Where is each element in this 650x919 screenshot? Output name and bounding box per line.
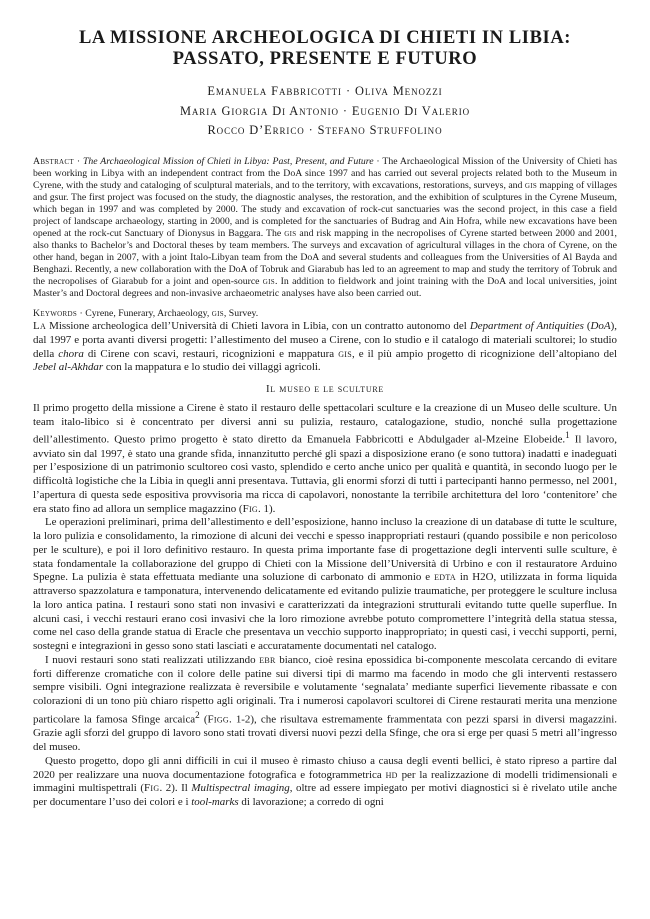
figure-ref[interactable]: Fig: [144, 782, 160, 795]
paragraph-1: [33, 402, 617, 517]
abbr-gis: gis: [524, 179, 538, 191]
author-list: [33, 82, 617, 141]
abstract-label: Abstract: [33, 155, 74, 167]
text-run: di Cirene con scavi, restauri, ricognizioni e mappatura: [83, 347, 339, 360]
abbr-hd: hd: [385, 768, 398, 781]
text-run: con la mappatura e lo studio dei villaggi agricoli.: [103, 361, 321, 374]
text-run: (: [583, 320, 591, 333]
abbr-gis: gis: [284, 227, 297, 239]
intro-paragraph: [33, 320, 617, 375]
footnote-ref[interactable]: 2: [195, 709, 200, 720]
paragraph-3: [33, 654, 617, 755]
abstract-text: . In addition to fieldwork and joint training with the DoA and local universities, joint Master’s and Doctoral degrees and non-invasive archaeometric analyses have also been carried out.: [33, 275, 617, 300]
keywords-text: Cyrene, Funerary, Archaeology,: [85, 308, 212, 320]
text-run: Le operazioni preliminari, prima dell’allestimento e dell’esposizione, hanno incluso la creazione di un database di tutte le sculture, la loro pulizia e consolidamento, la rimozione di alcuni dei vecchi e spesso inappropriati restauri (quando possibile e non pericoloso per le sculture), e poi il loro definitivo restauro. In questa prima importante fase di progettazione degli interventi sulle sculture, è stata fondamentale la collaborazione del gruppo di Chieti con la Missione dell’Università di Urbino e con il restauratore Arduino Spegne. La pulizia è stata effettuata mediante una soluzione di carbonato di ammonio e: [33, 516, 617, 584]
abstract-title: The Archaeological Mission of Chieti in Libya: Past, Present, and Future: [82, 155, 374, 167]
paper-page: [33, 28, 617, 810]
text-run: Department of Antiquities: [469, 320, 584, 333]
text-run: , e il più ampio progetto di ricognizione dell’altopiano del: [351, 347, 617, 360]
keywords: Keywords · Cyrene, Funerary, Archaeology, gis, Survey.: [33, 308, 259, 320]
text-run: I nuovi restauri sono stati realizzati utilizzando: [45, 653, 260, 666]
paper-title: [33, 28, 617, 70]
abbr-gis: gis: [211, 308, 224, 320]
text-run: per la realizzazione di modelli tridimensionali e immagini multispettrali (: [33, 768, 618, 795]
figure-ref[interactable]: Figg: [207, 713, 229, 726]
paragraph-2: [33, 516, 617, 654]
text-run: . 2). Il: [159, 782, 192, 795]
author-line: Emanuela Fabbricotti · Oliva Menozzi: [207, 84, 443, 98]
abbr-edta: edta: [434, 571, 456, 584]
abstract-text: The Archaeological Mission of the University of Chieti has been working in Libya with an independent contract from the DoA since 1997 and has carried out several projects related both to the Museum in Cyrene, with the study and cataloging of sculptural materials, and to the territory, with excavations, restorations, surveys, and: [33, 155, 618, 191]
abstract-text: mapping of villages and gsur. The first project was focused on the study, the diagnostic analyses, the restoration, and the exhibition of sculptures in the Cyrene Museum, which began in 1997 and was completed by 2000. The study and excavation of rock-cut sanctuaries was the second project, in this case a field project of landscape archaeology, starting in 2000, and is completed for the sanctuaries of Budrag and Ain Hofra, while new excavations have been opened at the rock-cut Sanctuary of Dionysus in Baggara. The: [33, 179, 617, 239]
author-line: Rocco D’Errico · Stefano Struffolino: [207, 123, 443, 137]
text-run: . 1).: [258, 502, 276, 515]
text-run: Il lavoro, avviato sin dal 1997, è stato una grande sfida, innanzitutto perché gli spazi a disposizione erano (e sono tuttora) inadatti e inadeguati per l’esposizione di un patrimonio scultoreo così vasto, splendido e certo anche unico per qualità e quantità, in secondo luogo per le difficoltà logistiche che la Libia in quegli anni presentava. Tuttavia, gli enormi sforzi di tutti i partecipanti hanno permesso, nel 2001, l’apertura di questa sede espositiva provvisoria ma ricca di capolavori, nonostante la terribile architettura del loro ‘contenitore’ che era stato fino ad allora un semplice magazzino (: [33, 433, 618, 515]
keywords-label: Keywords: [33, 308, 78, 320]
abstract: Abstract · The Archaeological Mission of Chieti in Libya: Past, Present, and Future · The Archaeological Mission of the University of Chieti has been working in Libya with an independent contract from the DoA since 1997 and has carried out several projects related both to the Museum in Cyrene, with the study and cataloging of sculptural materials, and to the territory, with excavations, restorations, surveys, and gis mapping of villages and gsur. The first project was focused on the study, the diagnostic analyses, the restoration, and the exhibition of sculptures in the Cyrene Museum, which began in 1997 and was completed by 2000. The study and excavation of rock-cut sanctuaries was the second project, in this case a field project of landscape archaeology, starting in 2000, and is completed for the sanctuaries of Budrag and Ain Hofra, while new excavations have been opened at the rock-cut Sanctuary of Dionysus in Baggara. The gis and risk mapping in the necropolises of Cyrene started between 2000 and 2001, also thanks to Bachelor’s and Doctoral theses by team members. The surveys and excavation of agricultural villages in the chora of Cyrene, on the other hand, began in 2007, with a joint Italo-Libyan team from the DoA and several students and colleagues from the Universities of Al Bayda and Benghazi. Recently, a new collaboration with the DoA of Tobruk and Giarabub has led to an agreement to map and study the territory of Tobruk and the necropolises of Giarabub for a joint and open-source gis. In addition to fieldwork and joint training with the DoA and local universities, joint Master’s and Doctoral degrees and non-invasive archaeometric analyses have also been carried out.: [33, 155, 618, 300]
body-text: [33, 320, 617, 810]
abbr-gis: gis: [262, 275, 275, 287]
text-run: chora: [58, 347, 84, 360]
figure-ref[interactable]: Fig: [242, 502, 258, 515]
abbr-ebr: ebr: [259, 653, 276, 666]
text-run: . 1-2), che risultava estremamente frammentata con pezzi sparsi in diversi magazzini. Grazie agli sforzi del gruppo di lavoro sono stati trovati diversi nuovi pezzi della Sfinge, che ora si erge per quasi 5 metri all’ingresso del museo.: [33, 713, 617, 754]
text-run: Jebel al-Akhdar: [33, 361, 104, 374]
text-run: Il primo progetto della missione a Cirene è stato il restauro delle spettacolari sculture e la creazione di un Museo delle sculture. Un team italo-libico si è concentrato per diversi anni su pulizia, restauro, catalogazione, studio, nonché sulla progettazione dell’allestimento. Questo primo progetto è stato diretto da Emanuela Fabbricotti e Abdulgader al-Mzeine Elobeide.: [33, 401, 617, 446]
footnote-ref[interactable]: 1: [565, 430, 570, 441]
title-line-1: LA MISSIONE ARCHEOLOGICA DI CHIETI IN LIBIA:: [78, 28, 572, 48]
text-run: in H2O, utilizzata in forma liquida attraverso spazzolatura e tamponatura, intervenendo delicatamente ed evitando pulizie traumatiche, per proteggere le sculture inclusa la loro antica patina. I restauri sono stati non invasivi e caratterizzati da integrazioni strutturali evitando tutte quelle superflue. In alcuni casi, i vecchi restauri erano così invasivi che la loro rimozione avrebbe potuto compromettere l’integrità della statua stessa, come nel caso della grande statua di Eracle che presentava un vecchio supporto inappropriato; in questi casi, i vecchi supporti, perni, sostegni e integrazioni in gesso sono stati lasciati e accuratamente documentati nel catalogo.: [33, 571, 617, 653]
text-run: bianco, cioè resina epossidica bi-componente mescolata cercando di evitare forti differenze cromatiche con il colore delle patine sui diversi tipi di marmo ma facendo in modo che gli interventi restassero sempre visibili. Ogni integrazione realizzata è reversibile e volutamente ‘segnalata’ mediante superfici lievemente ribassate e con colorazioni di un tono più chiaro rispetto agli originali. Tra i numerosi capolavori scultorei di Cirene restaurati merita una menzione particolare la famosa Sfinge arcaica: [33, 653, 617, 726]
paragraph-4: [33, 755, 617, 810]
lead-word: La: [33, 320, 47, 333]
text-run: di lavorazione; a corredo di ogni: [238, 796, 384, 809]
keywords-text: , Survey.: [223, 308, 259, 320]
abbr-gis: gis: [338, 347, 352, 360]
section-heading: Il museo e le sculture: [266, 383, 384, 396]
text-run: DoA: [590, 320, 611, 333]
text-run: ), dal 1997 e porta avanti diversi progetti: l’allestimento del museo a Cirene, con lo studio e il catalogo di materiali scultorei; lo studio della: [33, 320, 617, 360]
abstract-text: and risk mapping in the necropolises of Cyrene started between 2000 and 2001, also thanks to Bachelor’s and Doctoral theses by team members. The surveys and excavation of agricultural villages in the chora of Cyrene, on the other hand, began in 2007, with a joint Italo-Libyan team from the DoA and several students and colleagues from the Universities of Al Bayda and Benghazi. Recently, a new collaboration with the DoA of Tobruk and Giarabub has led to an agreement to map and study the territory of Tobruk and the necropolises of Giarabub for a joint and open-source: [33, 227, 617, 287]
text-run: Questo progetto, dopo gli anni difficili in cui il museo è rimasto chiuso a causa degli eventi bellici, è stato ripreso a partire dal 2020 per realizzare una nuova documentazione fotografica e fotogrammetrica: [33, 754, 617, 781]
text-run: tool-marks: [191, 796, 239, 809]
author-line: Maria Giorgia Di Antonio · Eugenio Di Valerio: [179, 103, 471, 118]
title-line-2: PASSATO, PRESENTE E FUTURO: [172, 49, 478, 69]
text-run: (: [199, 713, 208, 726]
text-run: Missione archeologica dell’Università di Chieti lavora in Libia, con un contratto autonomo del: [46, 320, 470, 333]
text-run: Multispectral imaging: [191, 782, 290, 795]
text-run: , oltre ad essere impiegato per motivi diagnostici si è rivelato utile anche per documentare l’uso dei colori e i: [33, 782, 617, 809]
